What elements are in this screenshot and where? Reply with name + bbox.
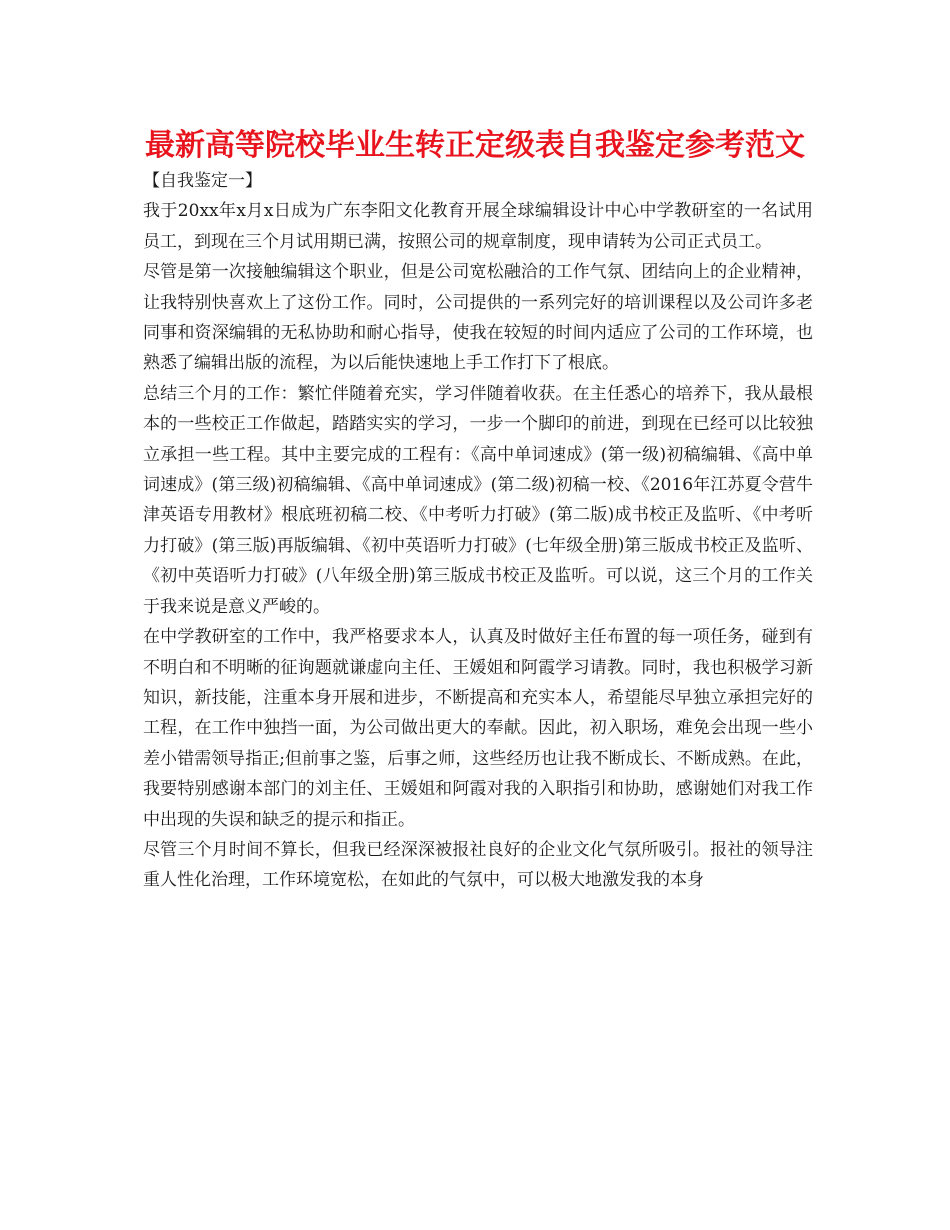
paragraph: 尽管三个月时间不算长，但我已经深深被报社良好的企业文化气氛所吸引。报社的领导注重人性化治理，工作环境宽松，在如此的气氛中，可以极大地激发我的本身 — [143, 839, 813, 891]
section-label: 【自我鉴定一】 — [143, 171, 262, 191]
paragraph: 总结三个月的工作：繁忙伴随着充实，学习伴随着收获。在主任悉心的培养下，我从最根本的一些校正工作做起，踏踏实实的学习，一步一个脚印的前进，到现在已经可以比较独立承担一些工程。其中主要完成的工程有：《高中单词速成》(第一级)初稿编辑、《高中单词速成》(第三级)初稿编辑、《高中单词速成》(第二级)初稿一校、《2016年江苏夏令营牛津英语专用教材》根底班初稿二校、《中考听力打破》(第二版)成书校正及监听、《中考听力打破》(第三版)再版编辑、《初中英语听力打破》(七年级全册)第三版成书校正及监听、《初中英语听力打破》(八年级全册)第三版成书校正及监听。可以说，这三个月的工作关于我来说是意义严峻的。 — [143, 383, 813, 617]
document-body — [143, 166, 813, 896]
paragraph: 我于20xx年x月x日成为广东李阳文化教育开展全球编辑设计中心中学教研室的一名试用员工，到现在三个月试用期已满，按照公司的规章制度，现申请转为公司正式员工。 — [143, 201, 813, 252]
paragraph: 在中学教研室的工作中，我严格要求本人，认真及时做好主任布置的每一项任务，碰到有不明白和不明晰的征询题就谦虚向主任、王媛姐和阿霞学习请教。同时，我也积极学习新知识，新技能，注重本身开展和进步，不断提高和充实本人，希望能尽早独立承担完好的工程，在工作中独挡一面，为公司做出更大的奉献。因此，初入职场，难免会出现一些小差小错需领导指正;但前事之鉴，后事之师，这些经历也让我不断成长、不断成熟。在此，我要特别感谢本部门的刘主任、王媛姐和阿霞对我的入职指引和协助，感谢她们对我工作中出现的失误和缺乏的提示和指正。 — [143, 627, 813, 830]
paragraph: 尽管是第一次接触编辑这个职业，但是公司宽松融洽的工作气氛、团结向上的企业精神，让我特别快喜欢上了这份工作。同时，公司提供的一系列完好的培训课程以及公司许多老同事和资深编辑的无私协助和耐心指导，使我在较短的时间内适应了公司的工作环境，也熟悉了编辑出版的流程，为以后能快速地上手工作打下了根底。 — [143, 262, 813, 374]
document-title: 最新高等院校毕业生转正定级表自我鉴定参考范文 — [145, 128, 805, 163]
